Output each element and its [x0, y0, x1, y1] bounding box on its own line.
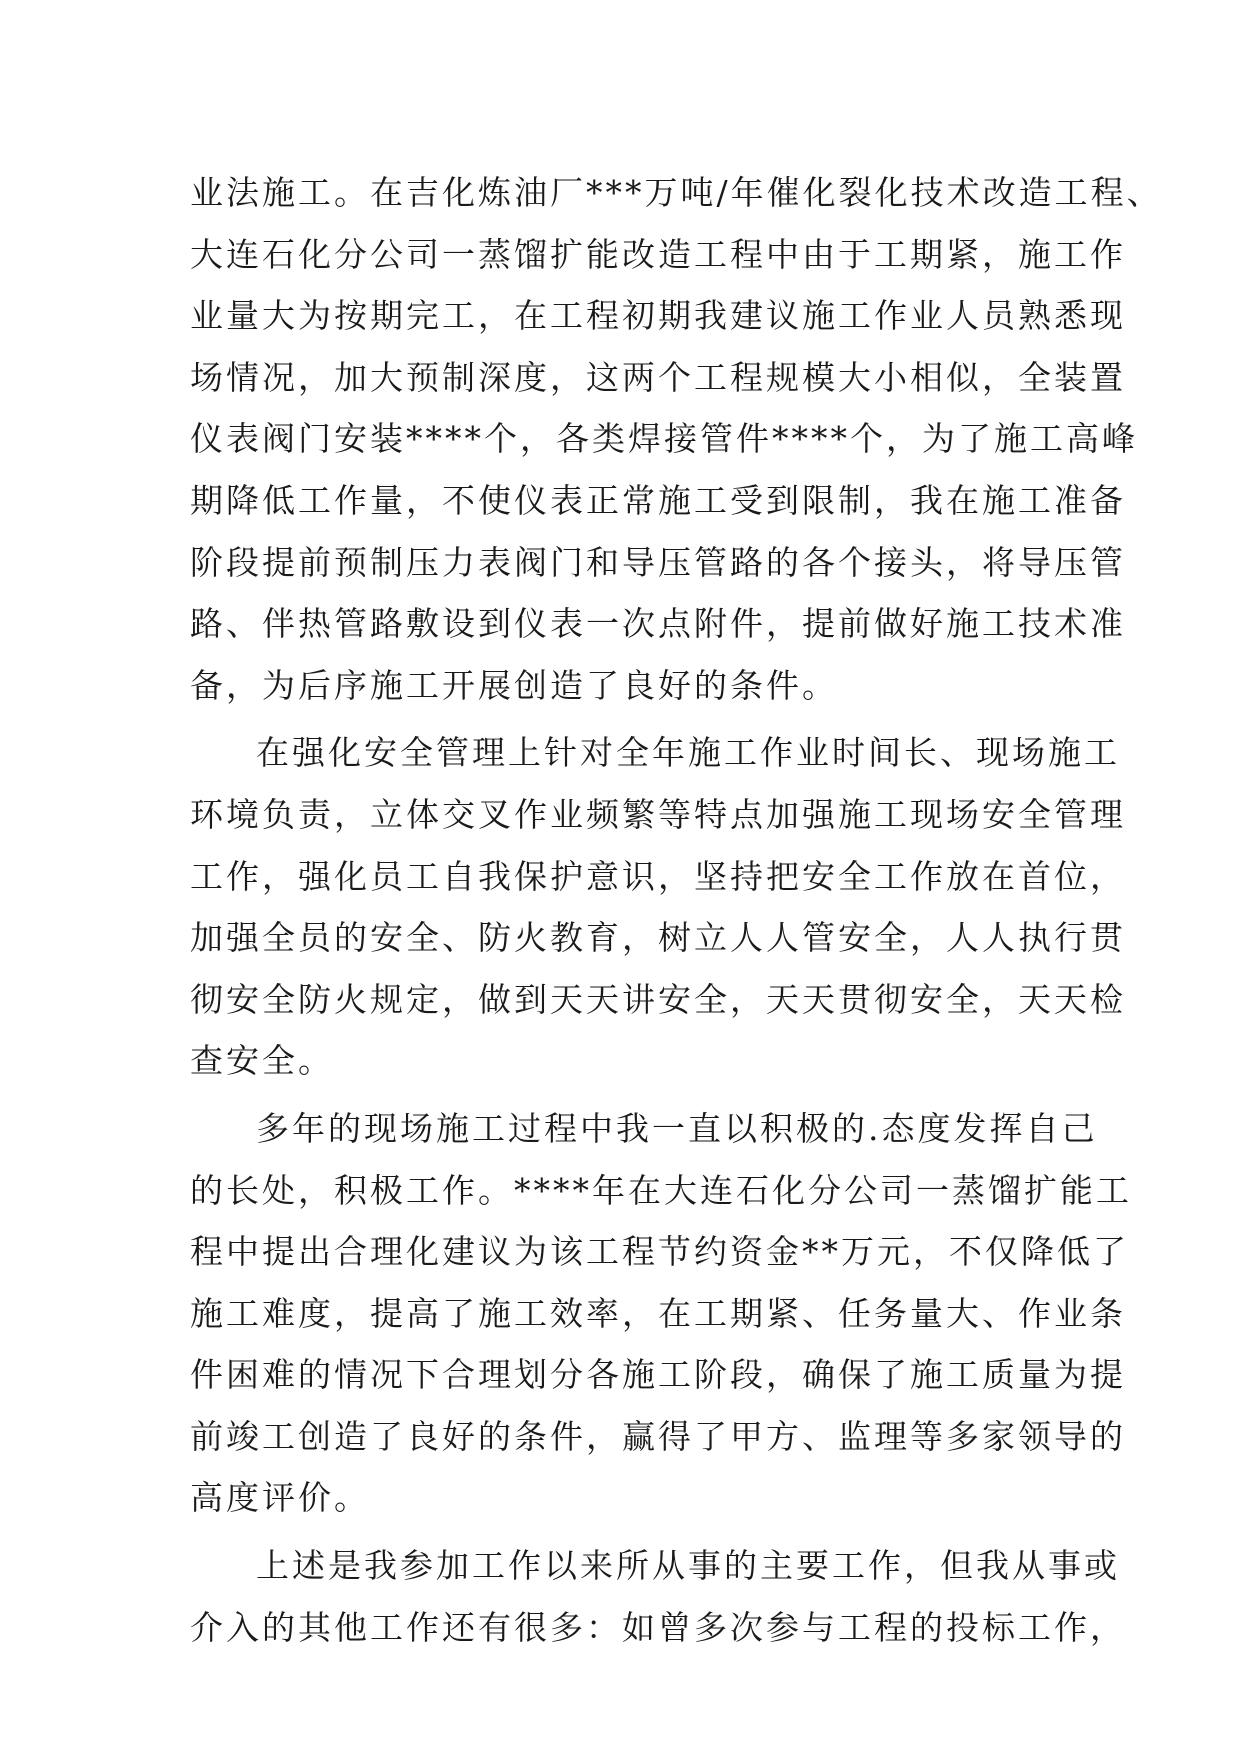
text-line: 多年的现场施工过程中我一直以积极的.态度发挥自己 — [256, 1108, 1098, 1148]
text-line: 在强化安全管理上针对全年施工作业时间长、现场施工 — [256, 733, 1120, 773]
text-line: 的长处，积极工作。****年在大连石化分公司一蒸馏扩能工 — [190, 1170, 1132, 1210]
paragraph — [190, 162, 1163, 716]
paragraph — [190, 722, 1126, 1092]
text-line: 期降低工作量，不使仪表正常施工受到限制，我在施工准备 — [190, 480, 1126, 520]
text-line: 高度评价。 — [190, 1478, 370, 1518]
text-line: 业法施工。在吉化炼油厂***万吨/年催化裂化技术改造工程、 — [190, 173, 1163, 212]
document-body — [190, 162, 1163, 1658]
paragraph — [190, 1535, 1126, 1658]
text-line: 介入的其他工作还有很多：如曾多次参与工程的投标工作， — [190, 1607, 1126, 1647]
text-line: 查安全。 — [190, 1041, 334, 1081]
text-line: 程中提出合理化建议为该工程节约资金**万元，不仅降低了 — [190, 1232, 1129, 1272]
text-line: 场情况，加大预制深度，这两个工程规模大小相似，全装置 — [190, 357, 1126, 397]
text-line: 仪表阀门安装****个，各类焊接管件****个，为了施工高峰 — [190, 419, 1138, 459]
text-line: 环境负责，立体交叉作业频繁等特点加强施工现场安全管理 — [190, 794, 1126, 834]
text-line: 加强全员的安全、防火教育，树立人人管安全，人人执行贯 — [190, 918, 1126, 958]
text-line: 业量大为按期完工，在工程初期我建议施工作业人员熟悉现 — [190, 296, 1126, 336]
text-line: 路、伴热管路敷设到仪表一次点附件，提前做好施工技术准 — [190, 604, 1126, 644]
text-line: 大连石化分公司一蒸馏扩能改造工程中由于工期紧，施工作 — [190, 234, 1126, 274]
text-line: 上述是我参加工作以来所从事的主要工作，但我从事或 — [256, 1546, 1120, 1586]
text-line: 前竣工创造了良好的条件，赢得了甲方、监理等多家领导的 — [190, 1416, 1126, 1456]
text-line: 施工难度，提高了施工效率，在工期紧、任务量大、作业条 — [190, 1293, 1126, 1333]
text-line: 阶段提前预制压力表阀门和导压管路的各个接头，将导压管 — [190, 542, 1126, 582]
text-line: 备，为后序施工开展创造了良好的条件。 — [190, 665, 838, 705]
text-line: 件困难的情况下合理划分各施工阶段，确保了施工质量为提 — [190, 1355, 1126, 1395]
text-line: 工作，强化员工自我保护意识，坚持把安全工作放在首位， — [190, 856, 1126, 896]
paragraph — [190, 1098, 1132, 1529]
text-line: 彻安全防火规定，做到天天讲安全，天天贯彻安全，天天检 — [190, 979, 1126, 1019]
